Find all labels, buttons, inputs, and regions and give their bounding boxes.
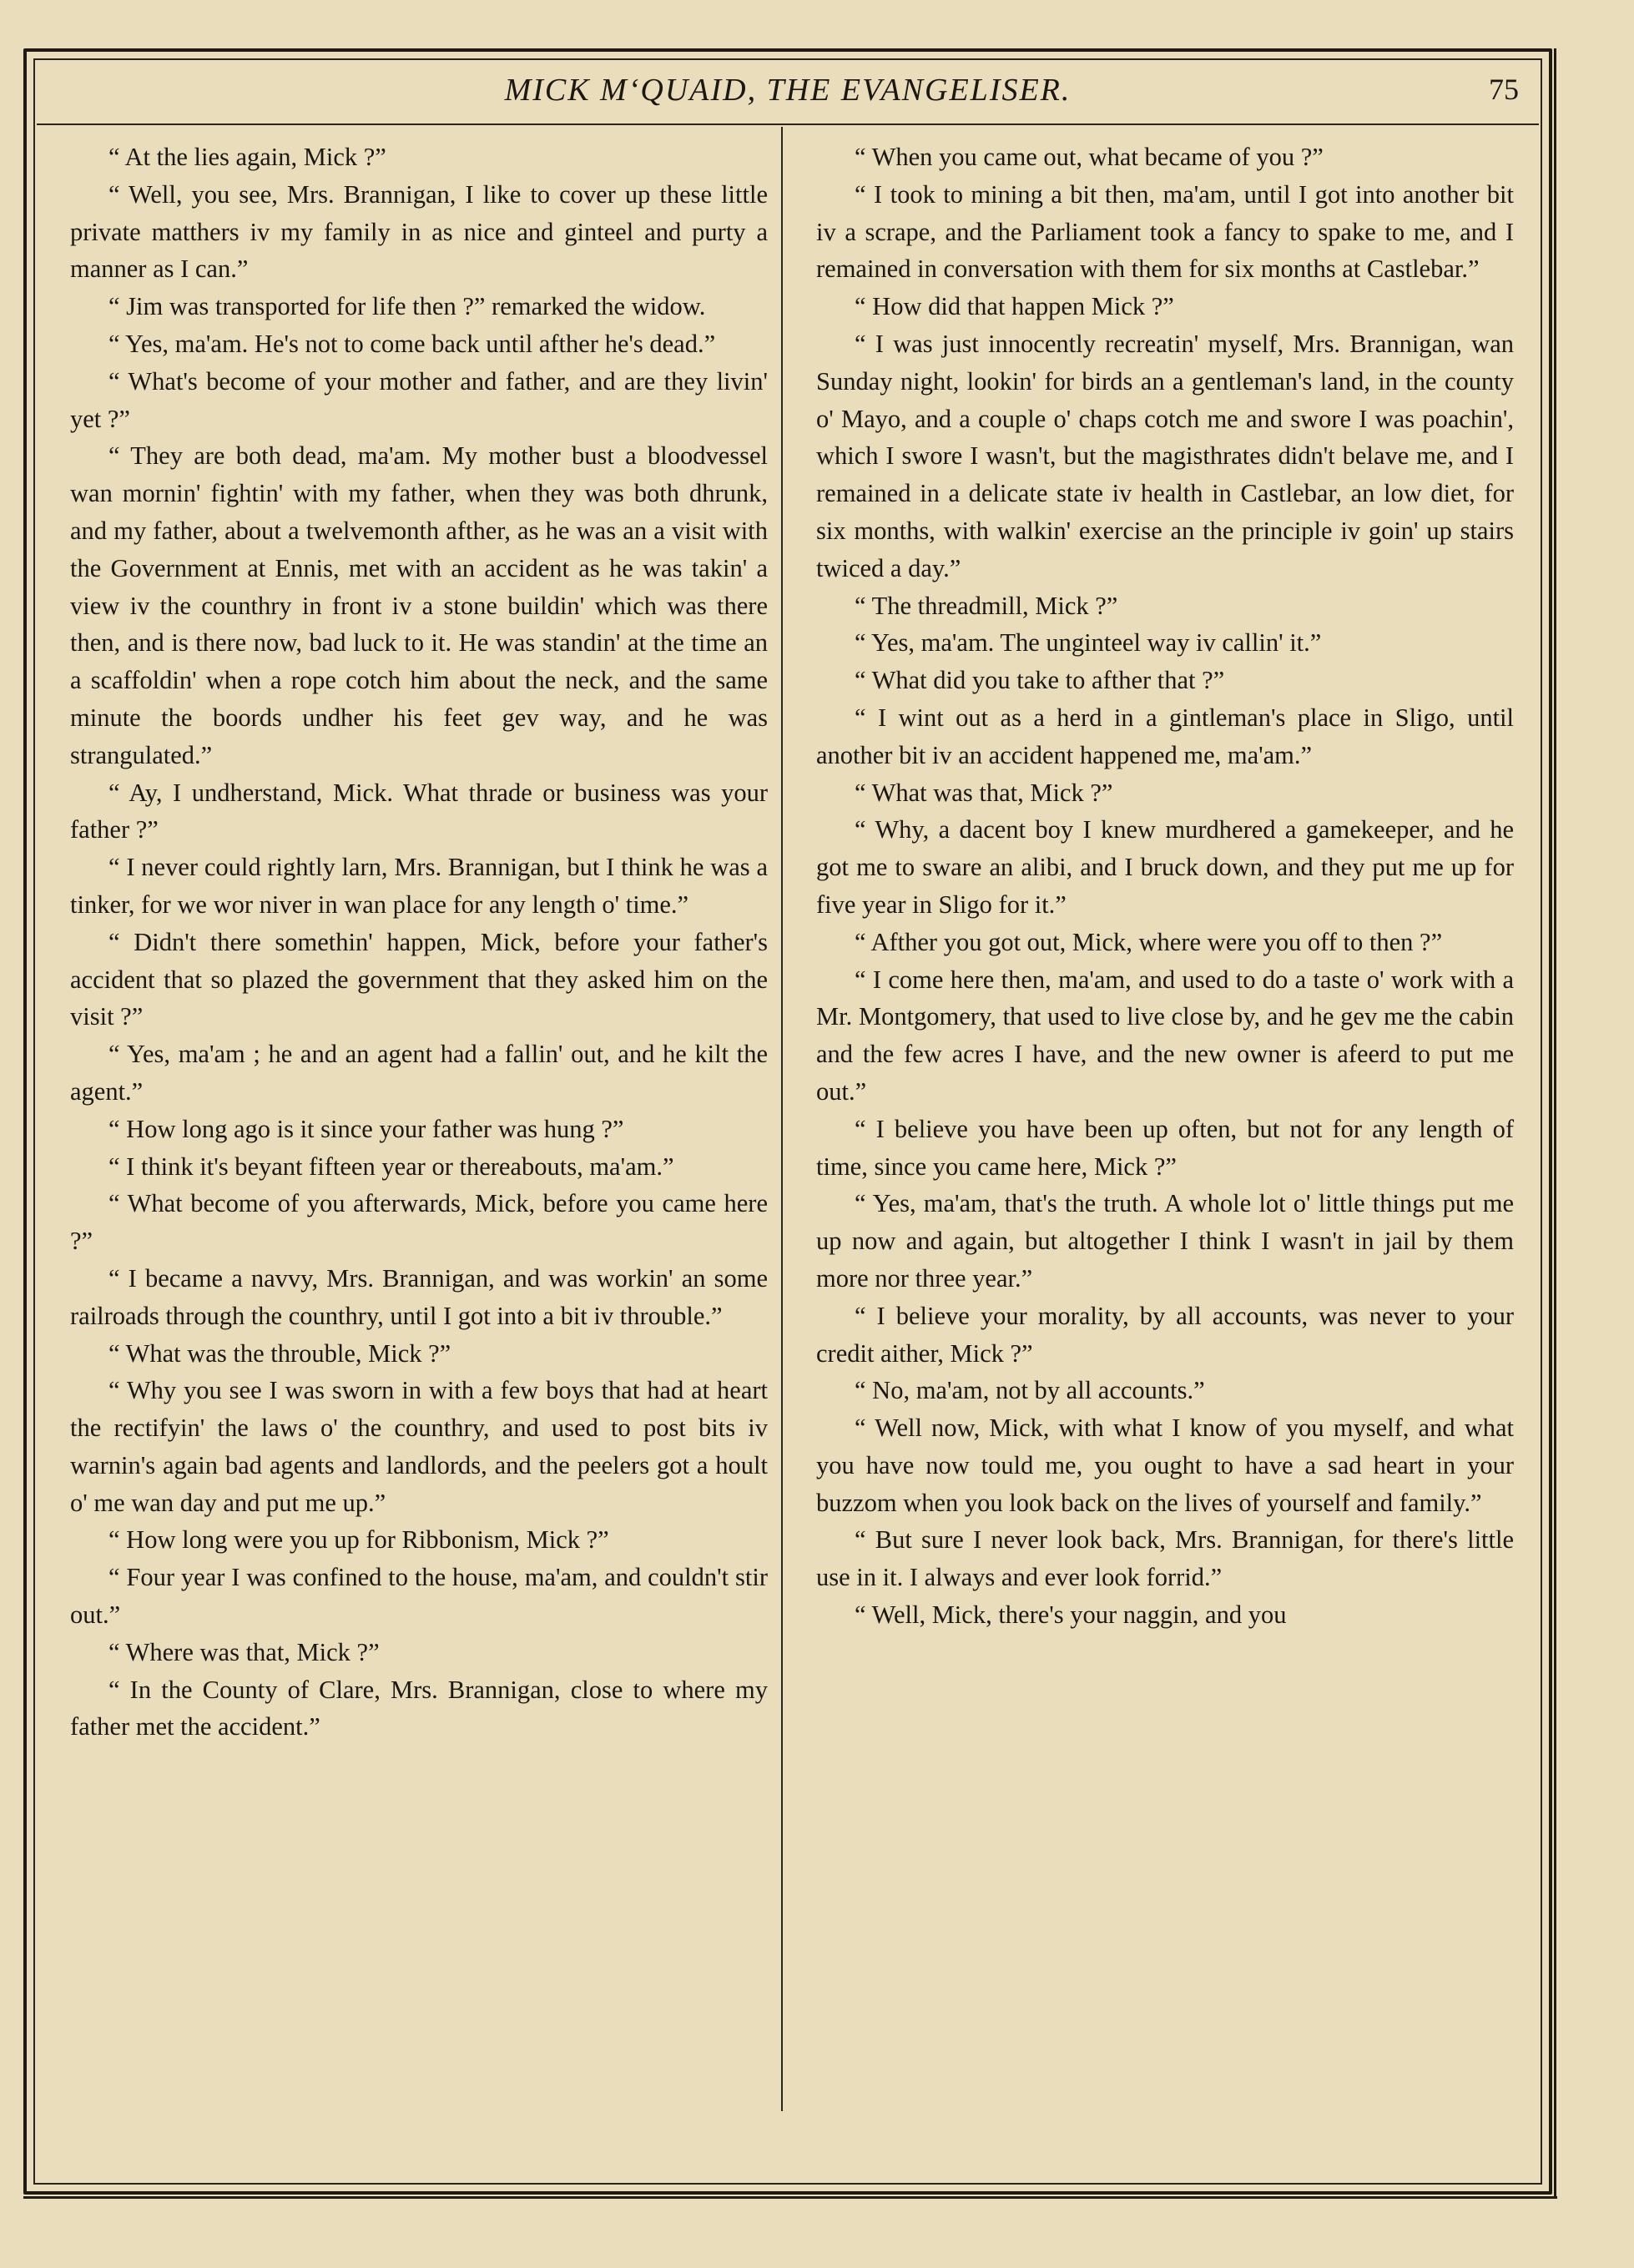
paragraph: “ They are both dead, ma'am. My mother bust a bloodvessel wan mornin' fightin' with my father, when they was both dhrunk, and my father, about a twelvemonth afther, as he was an a visit with the Government at Ennis, met with an accident as he was takin' a view iv the counthry in front iv a stone buildin' which was there then, and is there now, bad luck to it. He was standin' at the time an a scaffoldin' when a rope cotch him about the neck, and the same minute the boords undher his feet gev way, and he was strangulated.” <box>70 441 768 769</box>
paragraph: “ What become of you afterwards, Mick, before you came here ?” <box>70 1189 768 1256</box>
column-divider <box>781 127 783 2111</box>
paragraph: “ I wint out as a herd in a gintleman's place in Sligo, until another bit iv an accident happened me, ma'am.” <box>816 703 1514 769</box>
paragraph: “ Why, a dacent boy I knew murdhered a gamekeeper, and he got me to sware an alibi, and I bruck down, and they put me up for five year in Sligo for it.” <box>816 815 1514 919</box>
paragraph: “ Well now, Mick, with what I know of you myself, and what you have now tould me, you ought to have a sad heart in your buzzom when you look back on the lives of yourself and family.” <box>816 1414 1514 1517</box>
paragraph: “ What did you take to afther that ?” <box>855 666 1225 695</box>
paragraph: “ How did that happen Mick ?” <box>855 292 1174 321</box>
paragraph: “ I took to mining a bit then, ma'am, until I got into another bit iv a scrape, and the Parliament took a fancy to spake to me, and I remained in conversation with them for six months at Castlebar.” <box>816 179 1514 284</box>
paragraph: “ Jim was transported for life then ?” remarked the widow. <box>108 292 706 321</box>
header-rule <box>37 123 1539 125</box>
paragraph: “ I believe your morality, by all accounts, was never to your credit aither, Mick ?” <box>816 1301 1514 1368</box>
paragraph: “ The threadmill, Mick ?” <box>855 591 1118 620</box>
paragraph: “ When you came out, what became of you ?” <box>855 143 1324 171</box>
paragraph: “ How long ago is it since your father was hung ?” <box>108 1114 624 1143</box>
paragraph: “ Yes, ma'am. He's not to come back until afther he's dead.” <box>108 329 716 358</box>
paragraph: “ But sure I never look back, Mrs. Brannigan, for there's little use in it. I always and ever look forrid.” <box>816 1525 1514 1592</box>
paragraph: “ In the County of Clare, Mrs. Brannigan, close to where my father met the accident.” <box>70 1675 768 1741</box>
paragraph: “ Where was that, Mick ?” <box>108 1637 380 1666</box>
left-column <box>70 139 768 1746</box>
paragraph: “ Yes, ma'am. The unginteel way iv callin' it.” <box>855 628 1322 658</box>
right-border-rule <box>1554 48 1556 2196</box>
paragraph: “ Well, you see, Mrs. Brannigan, I like to cover up these little private matthers iv my family in as nice and ginteel and purty a manner as I can.” <box>70 179 768 284</box>
paragraph: “ Afther you got out, Mick, where were you off to then ?” <box>855 927 1443 956</box>
paragraph: “ Ay, I undherstand, Mick. What thrade or business was your father ?” <box>70 778 768 844</box>
paragraph: “ I come here then, ma'am, and used to do a taste o' work with a Mr. Montgomery, that used to live close by, and he gev me the cabin and the few acres I have, and the new owner is afeerd to put me out.” <box>816 965 1514 1106</box>
paragraph: “ Yes, ma'am, that's the truth. A whole lot o' little things put me up now and again, but altogether I think I wasn't in jail by them more nor three year.” <box>816 1189 1514 1293</box>
paragraph: “ I think it's beyant fifteen year or thereabouts, ma'am.” <box>108 1152 674 1181</box>
paragraph: “ I became a navvy, Mrs. Brannigan, and was workin' an some railroads through the counthry, until I got into a bit iv throuble.” <box>70 1263 768 1330</box>
paragraph: “ Well, Mick, there's your naggin, and you <box>855 1600 1287 1630</box>
paragraph: “ I was just innocently recreatin' myself, Mrs. Brannigan, wan Sunday night, lookin' for birds an a gentleman's land, in the county o' Mayo, and a couple o' chaps cotch me and swore I was poachin', which I swore I wasn't, but the magisthrates didn't belave me, and I remained in a delicate state iv health in Castlebar, an low diet, for six months, with walkin' exercise an the principle iv goin' up stairs twiced a day.” <box>816 329 1514 582</box>
page-number: 75 <box>1489 73 1519 106</box>
paragraph: “ I believe you have been up often, but not for any length of time, since you came here, Mick ?” <box>816 1114 1514 1181</box>
paragraph: “ What was that, Mick ?” <box>855 778 1113 807</box>
paragraph: “ I never could rightly larn, Mrs. Brannigan, but I think he was a tinker, for we wor niver in wan place for any length o' time.” <box>70 853 768 919</box>
bottom-border-rule <box>23 2196 1557 2199</box>
paragraph: “ What was the throuble, Mick ?” <box>108 1338 451 1368</box>
paragraph: “ At the lies again, Mick ?” <box>108 143 386 171</box>
paragraph: “ No, ma'am, not by all accounts.” <box>855 1376 1205 1405</box>
paragraph: “ Why you see I was sworn in with a few boys that had at heart the rectifyin' the laws o' the counthry, and used to post bits iv warnin's again bad agents and landlords, and the peelers got a hoult o' me wan day and put me up.” <box>70 1376 768 1517</box>
paragraph: “ How long were you up for Ribbonism, Mick ?” <box>108 1525 609 1555</box>
page-header <box>37 72 1539 118</box>
running-title: MICK M‘QUAID, THE EVANGELISER. <box>504 73 1072 108</box>
paragraph: “ Didn't there somethin' happen, Mick, before your father's accident that so plazed the government that they asked him on the visit ?” <box>70 927 768 1031</box>
paragraph: “ Four year I was confined to the house, ma'am, and couldn't stir out.” <box>70 1563 768 1630</box>
paragraph: “ What's become of your mother and father, and are they livin' yet ?” <box>70 366 768 433</box>
right-column <box>816 139 1514 1634</box>
paragraph: “ Yes, ma'am ; he and an agent had a fallin' out, and he kilt the agent.” <box>70 1040 768 1106</box>
